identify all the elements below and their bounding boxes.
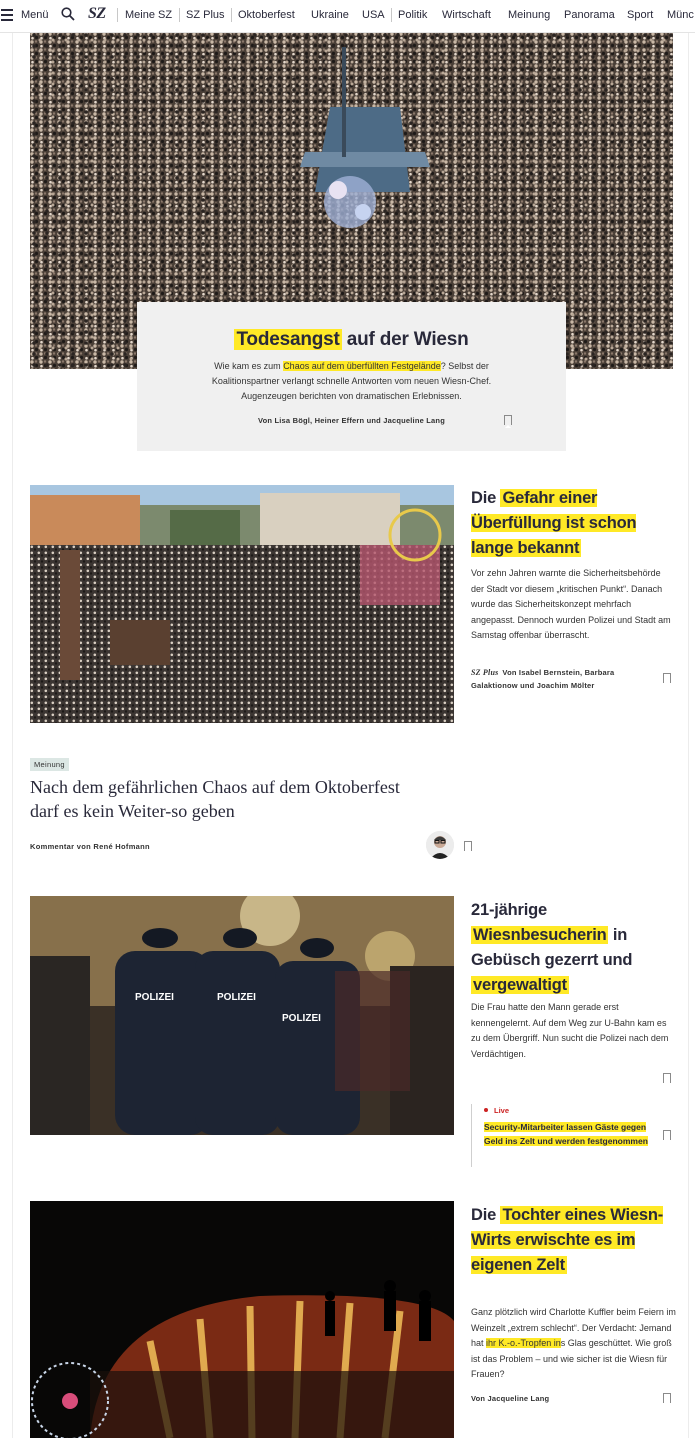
police-vest-label: POLIZEI xyxy=(217,992,256,1003)
nav-item-oktoberfest[interactable]: Oktoberfest xyxy=(238,9,295,21)
nav-item-meinung[interactable]: Meinung xyxy=(508,9,551,21)
police-vest-label: POLIZEI xyxy=(135,992,174,1003)
article1-headline-part: Die xyxy=(471,489,501,507)
article2-police-photo[interactable] xyxy=(30,896,454,1135)
nav-item-sport[interactable]: Sport xyxy=(627,9,654,21)
live-ticker-headline-text: Security-Mitarbeiter lassen Gäste gegen Geld ins Zelt und werden festgenommen xyxy=(484,1122,648,1146)
opinion-headline[interactable]: Nach dem gefährlichen Chaos auf dem Oktoberfest darf es kein Weiter-so geben xyxy=(30,777,400,821)
menu-button[interactable]: Menü xyxy=(21,9,49,21)
article3-teaser-highlight: ihr K.-o.-Tropfen in xyxy=(486,1338,561,1348)
nav-item-wirtschaft[interactable]: Wirtschaft xyxy=(442,9,491,21)
top-navigation xyxy=(0,0,695,33)
live-label-text: Live xyxy=(494,1106,510,1115)
sz-plus-badge: SZ Plus xyxy=(471,668,499,677)
article2-headline[interactable] xyxy=(471,898,671,998)
article2-headline-highlight: vergewaltigt xyxy=(473,976,567,994)
article3-author-line: Von Jacqueline Lang xyxy=(471,1394,550,1403)
police-vest-label: POLIZEI xyxy=(282,1013,321,1024)
nav-item-sz-plus[interactable]: SZ Plus xyxy=(186,9,225,21)
article2-headline-part: in Gebüsch gezerrt und xyxy=(471,926,633,969)
hamburger-menu-icon[interactable] xyxy=(1,9,13,21)
nav-divider xyxy=(117,8,118,22)
bookmark-icon[interactable] xyxy=(663,1393,671,1403)
nav-item-usa[interactable]: USA xyxy=(362,9,385,21)
live-ticker-teaser[interactable] xyxy=(471,1104,657,1167)
article3-headline-part: Die xyxy=(471,1206,501,1224)
nav-item-meine-sz[interactable]: Meine SZ xyxy=(125,9,173,21)
hero-headline-rest: auf der Wiesn xyxy=(341,329,469,350)
bookmark-icon[interactable] xyxy=(663,673,671,683)
article3-teaser-part: Ganz plötzlich wird Charlotte Kuffler beim Feiern im Weinzelt „extrem schlecht“. Der Verdacht: Jemand hat xyxy=(471,1307,676,1348)
nav-item-panorama[interactable]: Panorama xyxy=(564,9,615,21)
article2-teaser: Die Frau hatte den Mann gerade erst kennengelernt. Auf dem Weg zur U-Bahn kam es zu dem Übergriff. Nun sucht die Polizei nach dem Verdächtigen. xyxy=(471,1002,669,1059)
opinion-badge: Meinung xyxy=(30,758,69,771)
hero-teaser-part: Wie kam es zum xyxy=(214,361,284,371)
nav-divider xyxy=(231,8,232,22)
article1-author: Von Isabel Bernstein, Barbara Galaktionow und Joachim Mölter xyxy=(471,668,615,690)
article3-headline-highlight: Tochter eines Wiesn-Wirts erwischte es im eigenen Zelt xyxy=(471,1206,664,1274)
opinion-author-line: Kommentar von René Hofmann xyxy=(30,842,150,851)
article3-headline[interactable] xyxy=(471,1203,671,1278)
sz-logo[interactable]: SZ xyxy=(88,5,106,22)
bookmark-icon[interactable] xyxy=(663,1130,671,1140)
bookmark-icon[interactable] xyxy=(464,841,472,851)
search-icon[interactable] xyxy=(61,7,75,21)
nav-item-muenchen[interactable]: Münc xyxy=(667,9,694,21)
article3-teaser xyxy=(471,1305,676,1383)
bookmark-icon[interactable] xyxy=(663,1073,671,1083)
live-label xyxy=(486,1106,509,1115)
nav-divider xyxy=(391,8,392,22)
hero-teaser-text xyxy=(185,359,518,404)
hero-teaser-card[interactable] xyxy=(137,302,566,451)
hero-headline-highlight: Todesangst xyxy=(236,329,340,350)
article1-teaser: Vor zehn Jahren warnte die Sicherheitsbehörde der Stadt vor diesem „kritischen Punkt“. Danach wurde das Sicherheitskonzept mehrfach angepasst. Dennoch wurden Polizei und Stadt am Samstag offenbar überrascht. xyxy=(471,568,671,640)
bookmark-icon[interactable] xyxy=(504,415,512,425)
hero-teaser-highlight: Chaos auf dem überfüllten Festgelände xyxy=(283,361,441,371)
article1-author-line xyxy=(471,666,656,692)
article2-headline-part: 21-jährige xyxy=(471,901,547,919)
article2-headline-highlight: Wiesnbesucherin xyxy=(473,926,607,944)
article3-tent-photo[interactable] xyxy=(30,1201,454,1438)
nav-divider xyxy=(179,8,180,22)
article1-headline[interactable] xyxy=(471,486,671,561)
article3-teaser-part: s Glas geschüttet. Wie groß ist das Problem – und wie sicher ist die Wiesn für Frauen? xyxy=(471,1338,672,1379)
article1-headline-highlight: Gefahr einer Überfüllung ist schon lange bekannt xyxy=(471,489,637,557)
nav-item-politik[interactable]: Politik xyxy=(398,9,428,21)
author-avatar xyxy=(426,831,454,859)
hero-author-line: Von Lisa Bögl, Heiner Effern und Jacqueline Lang xyxy=(258,416,445,425)
nav-item-ukraine[interactable]: Ukraine xyxy=(311,9,349,21)
article1-photo[interactable] xyxy=(30,485,454,723)
hero-headline[interactable] xyxy=(137,329,566,351)
live-ticker-headline[interactable] xyxy=(484,1120,656,1148)
hero-teaser-part: ? Selbst der Koalitionspartner verlangt schnelle Antworten vom neuen Wiesn-Chef. Augenzeugen berichten von dramatischen Erlebnissen. xyxy=(211,361,492,401)
